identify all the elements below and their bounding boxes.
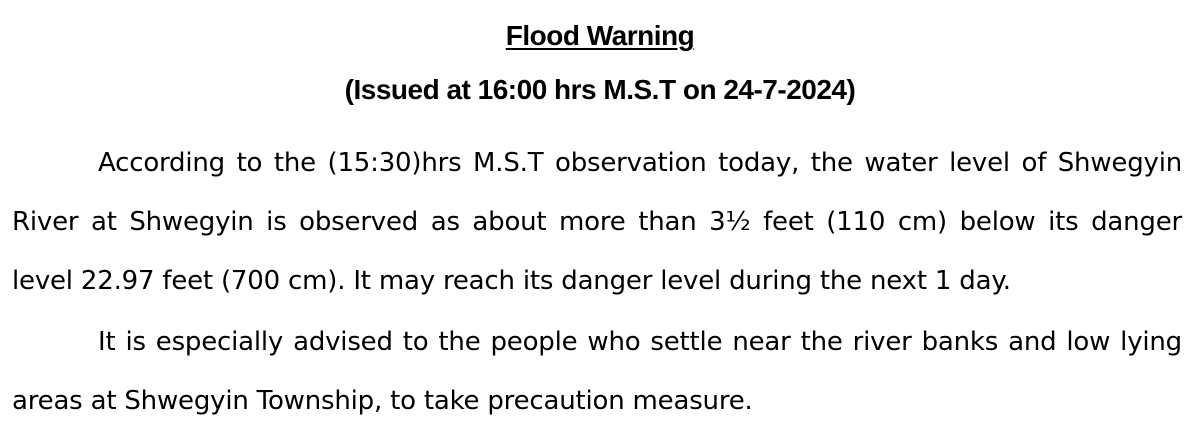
issued-timestamp: (Issued at 16:00 hrs M.S.T on 24-7-2024) [344, 74, 856, 105]
observation-paragraph: According to the (15:30)hrs M.S.T observation today, the water level of Shwegyin River at Shwegyin is observed as about more than 3½ feet (110 cm) below its danger level 22.97 feet (700 cm). It may reach its danger level during the next 1 day. [12, 148, 1182, 296]
advisory-paragraph: It is especially advised to the people who settle near the river banks and low lying areas at Shwegyin Township, to take precaution measure. [12, 327, 1182, 416]
document-title [0, 18, 1200, 54]
title-text: Flood Warning [505, 20, 695, 51]
